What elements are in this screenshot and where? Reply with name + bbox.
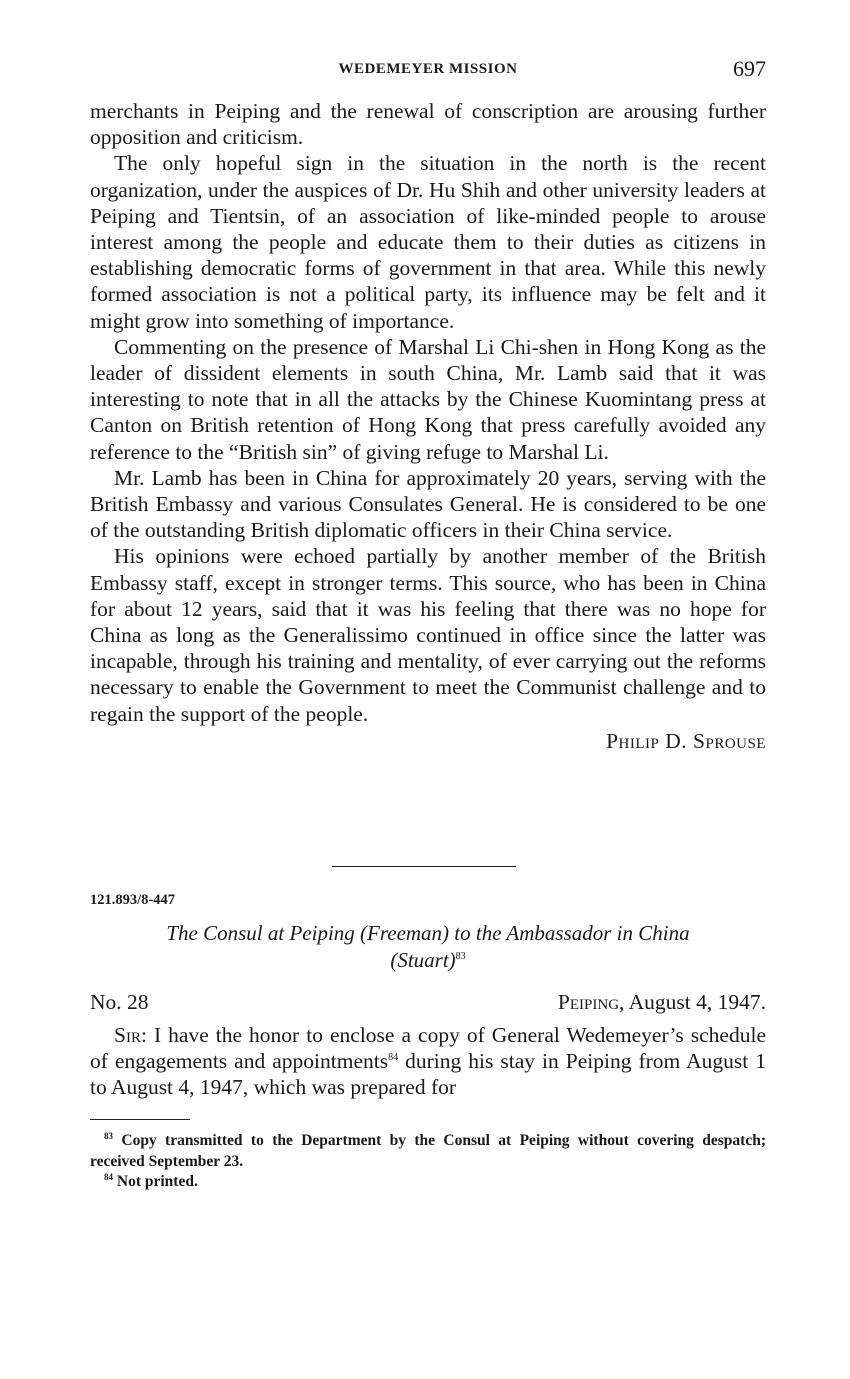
paragraph: merchants in Peiping and the renewal of conscription are arousing further opposition and criticism. — [90, 99, 766, 150]
dispatch-paragraph — [90, 1022, 766, 1101]
footnote-mark: 83 — [104, 1131, 113, 1141]
footnote-text: Not printed. — [116, 1173, 198, 1190]
file-number: 121.893/8-447 — [90, 892, 175, 908]
dispatch-number: No. 28 — [90, 990, 149, 1014]
footnotes — [90, 1131, 766, 1193]
paragraph: Commenting on the presence of Marshal Li Chi-shen in Hong Kong as the leader of dissident elements in south China, Mr. Lamb said that it was interesting to note that in all the attacks by the Chinese Kuomintang press at Canton on British retention of Hong Kong that press carefully avoided any reference to the “British sin” of giving refuge to Marshal Li. — [90, 334, 766, 464]
paragraph: His opinions were echoed partially by another member of the British Embassy staff, except in stronger terms. This source, who has been in China for about 12 years, said that it was his feeling that there was no hope for China as long as the Generalissimo continued in office since the latter was incapable, through his training and mentality, of ever carrying out the reforms necessary to enable the Government to meet the Communist challenge and to regain the support of the people. — [90, 544, 766, 726]
document-title-line1: The Consul at Peiping (Freeman) to the Ambassador in China — [166, 921, 690, 945]
running-header — [90, 56, 766, 84]
footnote-text: Copy transmitted to the Department by the Consul at Peiping without covering despatch; received September 23. — [90, 1132, 767, 1170]
signature: Philip D. Sprouse — [606, 728, 766, 753]
paragraph: The only hopeful sign in the situation in the north is the recent organization, under the auspices of Dr. Hu Shih and other university leaders at Peiping and Tientsin, of an association of like-minded people to arouse interest among the people and educate them to their duties as citizens in establishing democratic forms of government in that area. While this newly formed association is not a political party, its influence may be felt and it might grow into something of importance. — [90, 151, 766, 333]
footnote-item — [90, 1172, 766, 1193]
salutation: Sir — [114, 1023, 141, 1047]
document-title-recipient: (Stuart) — [390, 948, 456, 972]
letter-body — [90, 98, 766, 754]
footnote-divider — [90, 1119, 190, 1120]
footnote-mark: 84 — [104, 1172, 113, 1182]
page-number: 697 — [733, 56, 766, 81]
footnote-ref-83[interactable]: 83 — [455, 951, 466, 962]
document-title-line2 — [90, 947, 766, 974]
dispatch-place: Peiping, — [557, 990, 625, 1014]
running-title: WEDEMEYER MISSION — [338, 61, 518, 77]
document-title — [90, 920, 766, 974]
footnote-item — [90, 1131, 766, 1172]
dispatch-text-1: : I have the honor to enclose a copy of General Wedemeyer’s schedule of engagements and appointments — [90, 1023, 766, 1074]
dispatch-place-date — [558, 990, 766, 1015]
dispatch-body — [90, 1022, 766, 1101]
dispatch-text-2: during his stay in Peiping from August 1 to August 4, 1947, which was prepared for — [90, 1049, 766, 1100]
footnote-ref-84[interactable]: 84 — [388, 1052, 399, 1064]
paragraph: Mr. Lamb has been in China for approximately 20 years, serving with the British Embassy and various Consulates General. He is considered to be one of the outstanding British diplomatic officers in their China service. — [90, 465, 766, 543]
dispatch-line — [90, 990, 766, 1018]
dispatch-date: August 4, 1947. — [628, 990, 766, 1014]
section-divider — [332, 866, 516, 867]
